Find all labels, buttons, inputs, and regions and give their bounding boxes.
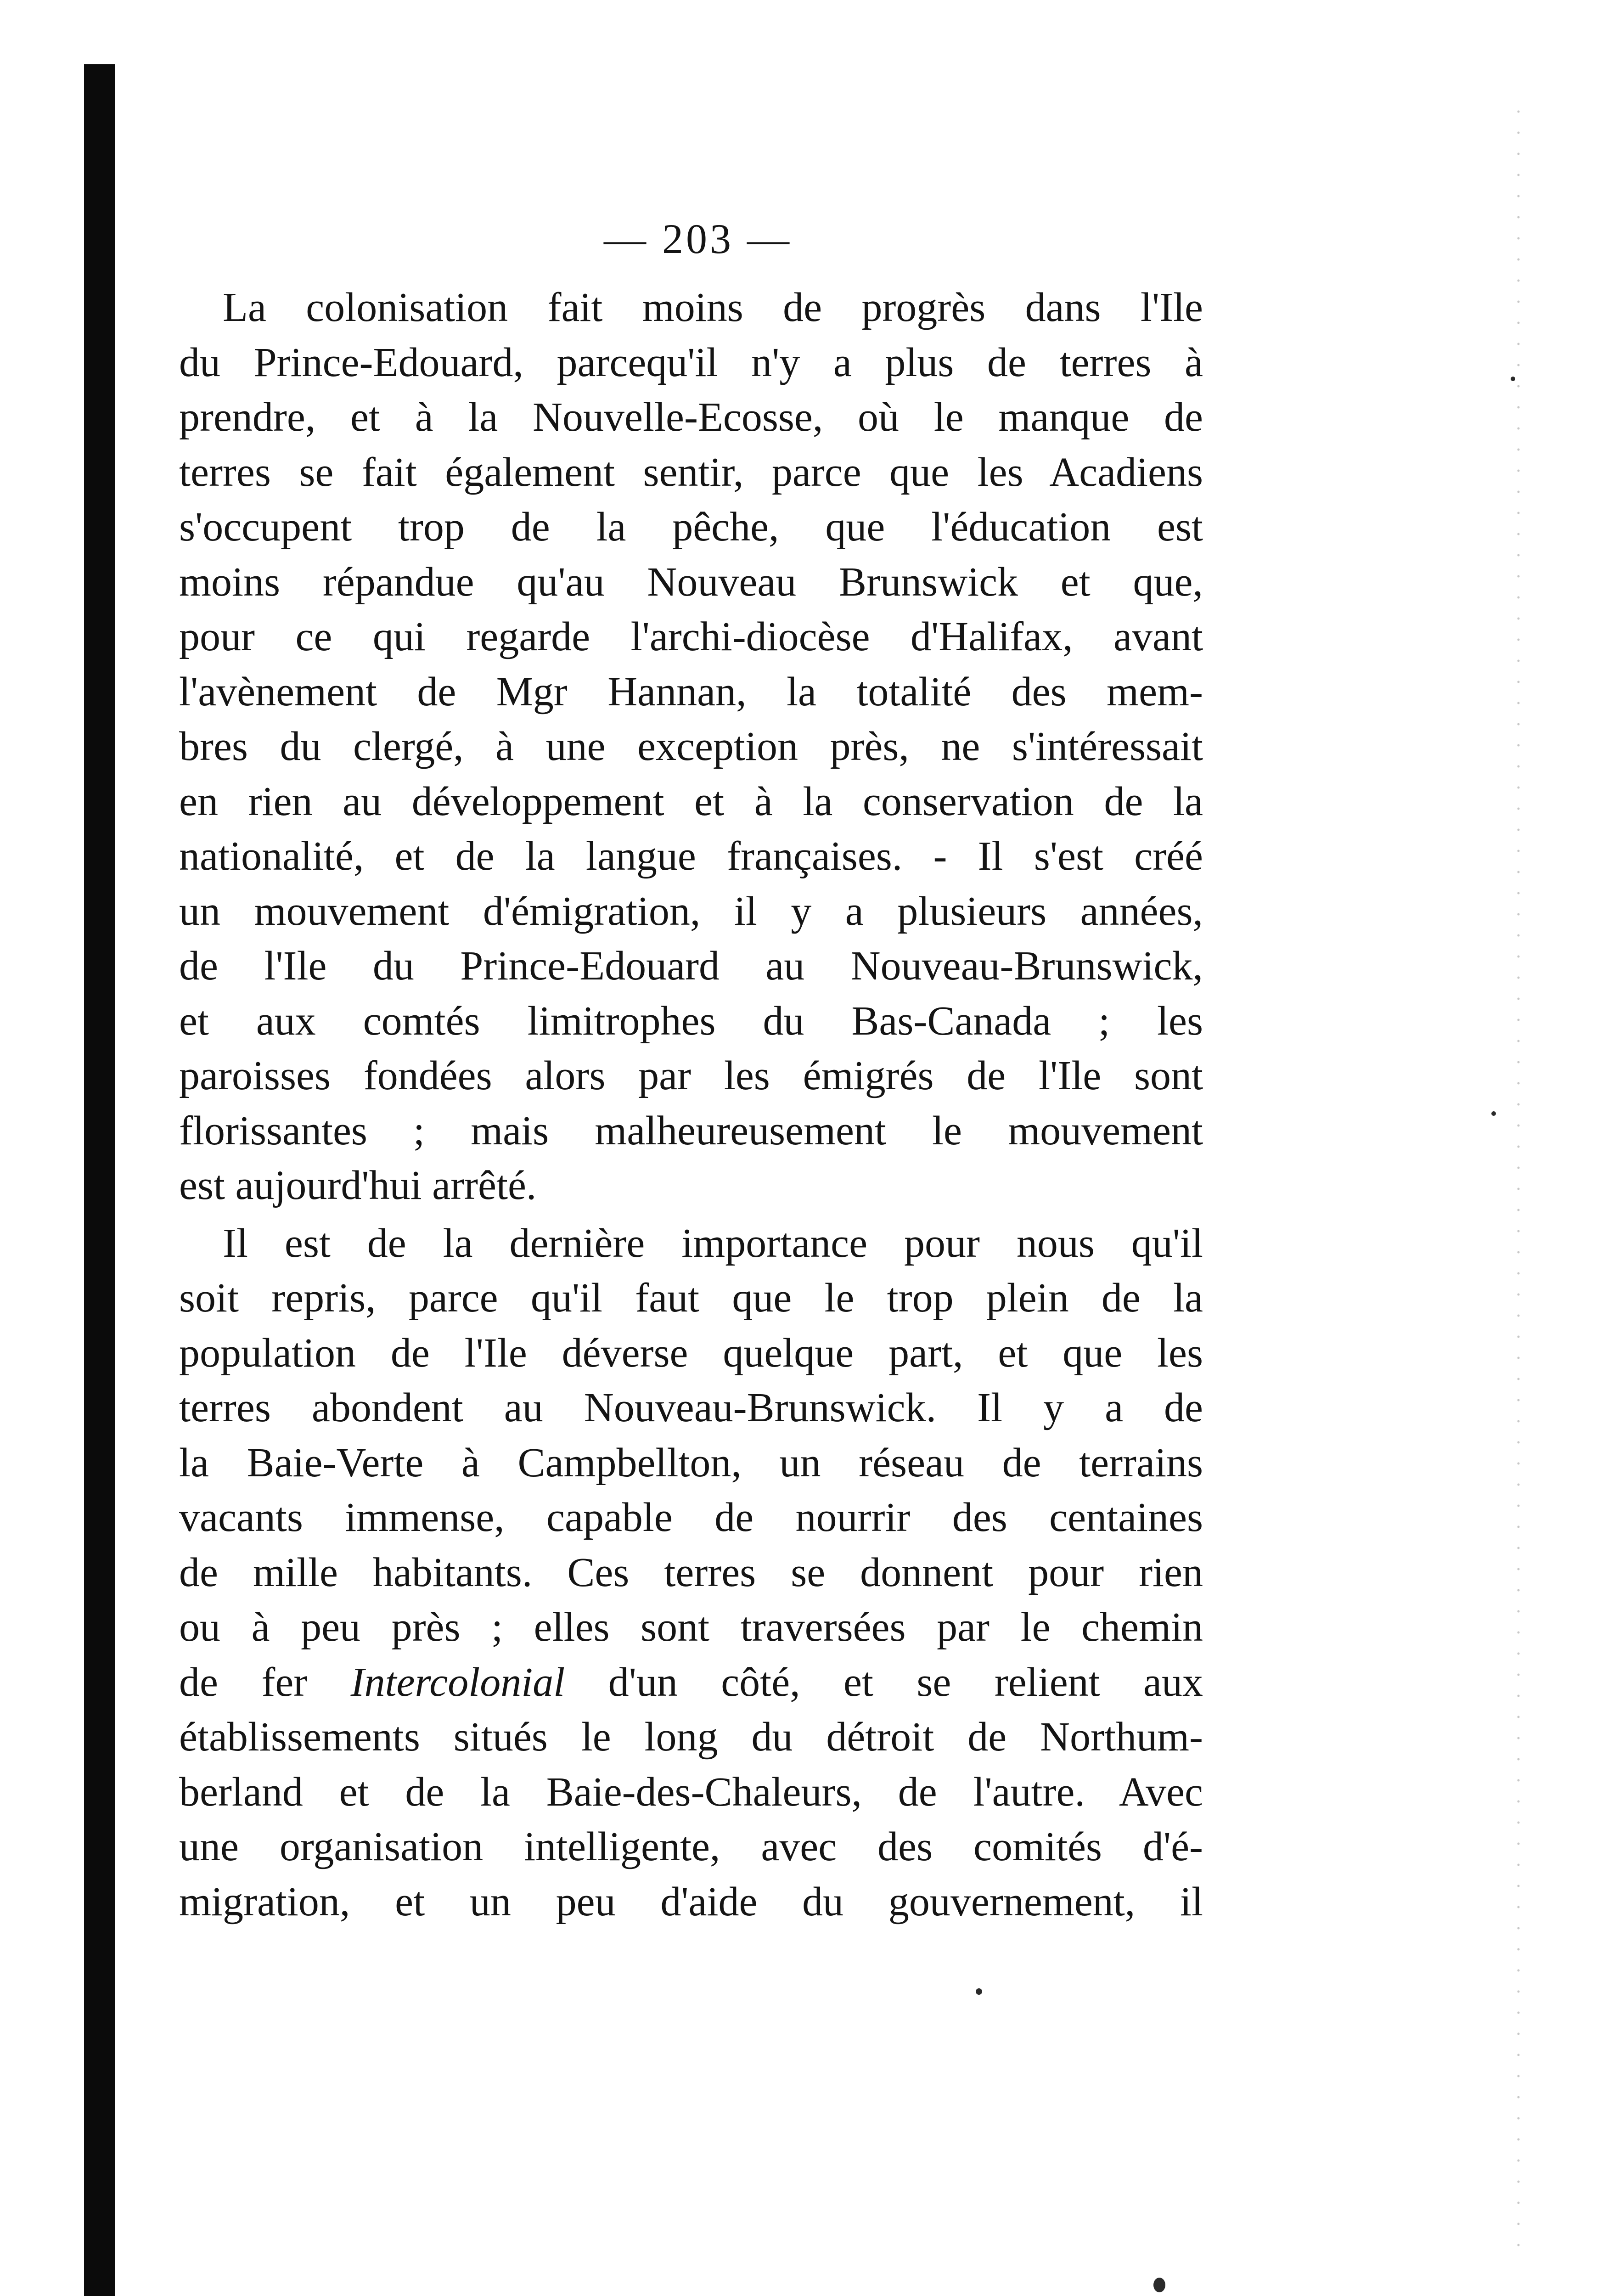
- text-line: pour ce qui regarde l'archi-diocèse d'Halifax, avant: [179, 614, 1203, 659]
- text-line: de mille habitants. Ces terres se donnent pour rien: [179, 1549, 1203, 1595]
- text-line: Il est de la dernière importance pour nous qu'il: [223, 1220, 1203, 1266]
- scan-edge-noise: [1515, 101, 1522, 2259]
- text-segment: d'un côté, et se relient aux: [565, 1659, 1203, 1705]
- scan-binding-shadow: [84, 64, 115, 2296]
- text-line: l'avènement de Mgr Hannan, la totalité des mem-: [179, 669, 1203, 715]
- text-line: la Baie-Verte à Campbellton, un réseau de terrains: [179, 1440, 1203, 1486]
- scan-speck: [1153, 2278, 1165, 2292]
- paragraph-2: [179, 1216, 1203, 1655]
- text-segment: de fer: [179, 1659, 351, 1705]
- text-line: prendre, et à la Nouvelle-Ecosse, où le manque de: [179, 394, 1203, 440]
- text-line: s'occupent trop de la pêche, que l'éducation est: [179, 504, 1203, 550]
- italic-term-intercolonial: Intercolonial: [350, 1659, 565, 1705]
- text-line: population de l'Ile déverse quelque part, et que les: [179, 1330, 1203, 1376]
- text-line: vacants immense, capable de nourrir des centaines: [179, 1495, 1203, 1540]
- text-line-italic: [179, 1655, 1203, 1710]
- text-line: terres se fait également sentir, parce que les Acadiens: [179, 449, 1203, 495]
- text-line: soit repris, parce qu'il faut que le trop plein de la: [179, 1275, 1203, 1321]
- text-line: un mouvement d'émigration, il y a plusieurs années,: [179, 888, 1203, 934]
- text-line: et aux comtés limitrophes du Bas-Canada ; les: [179, 998, 1203, 1044]
- text-line: établissements situés le long du détroit de Northum-: [179, 1714, 1203, 1760]
- text-line: est aujourd'hui arrêté.: [179, 1163, 537, 1208]
- text-line: berland et de la Baie-des-Chaleurs, de l'autre. Avec: [179, 1769, 1203, 1815]
- scan-speck: [1491, 1111, 1496, 1116]
- scan-speck: [976, 1988, 982, 1995]
- text-line: La colonisation fait moins de progrès dans l'Ile: [223, 285, 1203, 330]
- paragraph-1: [179, 280, 1203, 1213]
- text-line: une organisation intelligente, avec des comités d'é-: [179, 1824, 1203, 1869]
- scan-speck: [1511, 377, 1515, 381]
- text-line: nationalité, et de la langue françaises. - Il s'est créé: [179, 833, 1203, 879]
- text-line: du Prince-Edouard, parcequ'il n'y a plus de terres à: [179, 339, 1203, 385]
- text-line: de l'Ile du Prince-Edouard au Nouveau-Brunswick,: [179, 943, 1203, 989]
- page-number: — 203 —: [604, 215, 792, 262]
- text-line: en rien au développement et à la conservation de la: [179, 778, 1203, 824]
- text-line: migration, et un peu d'aide du gouvernement, il: [179, 1879, 1203, 1925]
- text-line: florissantes ; mais malheureusement le mouvement: [179, 1108, 1203, 1154]
- body-text: [179, 280, 1203, 1929]
- text-line: moins répandue qu'au Nouveau Brunswick et que,: [179, 559, 1203, 605]
- text-line: paroisses fondées alors par les émigrés de l'Ile sont: [179, 1053, 1203, 1098]
- text-line: terres abondent au Nouveau-Brunswick. Il y a de: [179, 1385, 1203, 1430]
- paragraph-2-continued: [179, 1710, 1203, 1929]
- text-line: bres du clergé, à une exception près, ne s'intéressait: [179, 724, 1203, 769]
- text-line: ou à peu près ; elles sont traversées par le chemin: [179, 1604, 1203, 1650]
